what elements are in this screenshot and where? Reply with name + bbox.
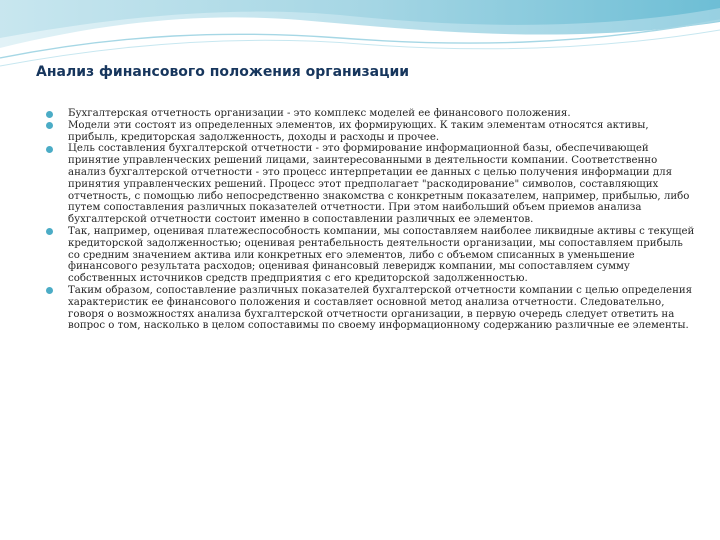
bullet-item [46,108,696,120]
bullet-text: Цель составления бухгалтерской отчетности - это формирование информационной базы, обеспечивающей принятие управленческих решений лицами, заинтересованными в деятельности компании. Соответственно анализ бухгалтерской отчетности - это процесс интерпретации ее данных с целью получения информации для принятия управленческих решений. Процесс этот предполагает "раскодирование" символов, составляющих отчетность, с помощью либо непосредственно знакомства с конкретным показателем, например, прибылью, либо путем сопоставления различных показателей отчетности. При этом наибольший объем приемов анализа бухгалтерской отчетности состоит именно в сопоставлении различных ее элементов. [68,143,690,226]
slide-title: Анализ финансового положения организации [36,64,410,80]
bullet-dot-icon [46,228,53,235]
bullet-item [46,285,696,332]
bullet-dot-icon [46,111,53,118]
bullet-text: Таким образом, сопоставление различных показателей бухгалтерской отчетности компании с целью определения характеристик ее финансового положения и составляет основной метод анализа отчетности. Следовательно, говоря о возможностях анализа бухгалтерской отчетности организации, в первую очередь следует ответить на вопрос о том, насколько в целом сопоставимы по своему информационному содержанию различные ее элементы. [68,284,693,332]
bullet-item [46,143,696,226]
bullet-list [46,108,696,332]
header-wave-decoration [0,0,720,100]
bullet-dot-icon [46,122,53,129]
bullet-dot-icon [46,287,53,294]
bullet-item [46,226,696,285]
bullet-text: Так, например, оценивая платежеспособность компании, мы сопоставляем наиболее ликвидные активы с текущей кредиторской задолженностью; оценивая рентабельность деятельности организации, мы сопоставляем прибыль со средним значением актива или конкретных его элементов, либо с объемом списанных в уменьшение финансового результата расходов; оценивая финансовый леверидж компании, мы сопоставляем сумму собственных источников средств предприятия с его кредиторской задолженностью. [68,225,695,285]
bullet-item [46,120,696,144]
bullet-dot-icon [46,146,53,153]
bullet-text: Модели эти состоят из определенных элементов, их формирующих. К таким элементам относятся активы, прибыль, кредиторская задолженность, доходы и расходы и прочее. [68,119,649,143]
bullet-text: Бухгалтерская отчетность организации - это комплекс моделей ее финансового положения. [68,108,571,119]
